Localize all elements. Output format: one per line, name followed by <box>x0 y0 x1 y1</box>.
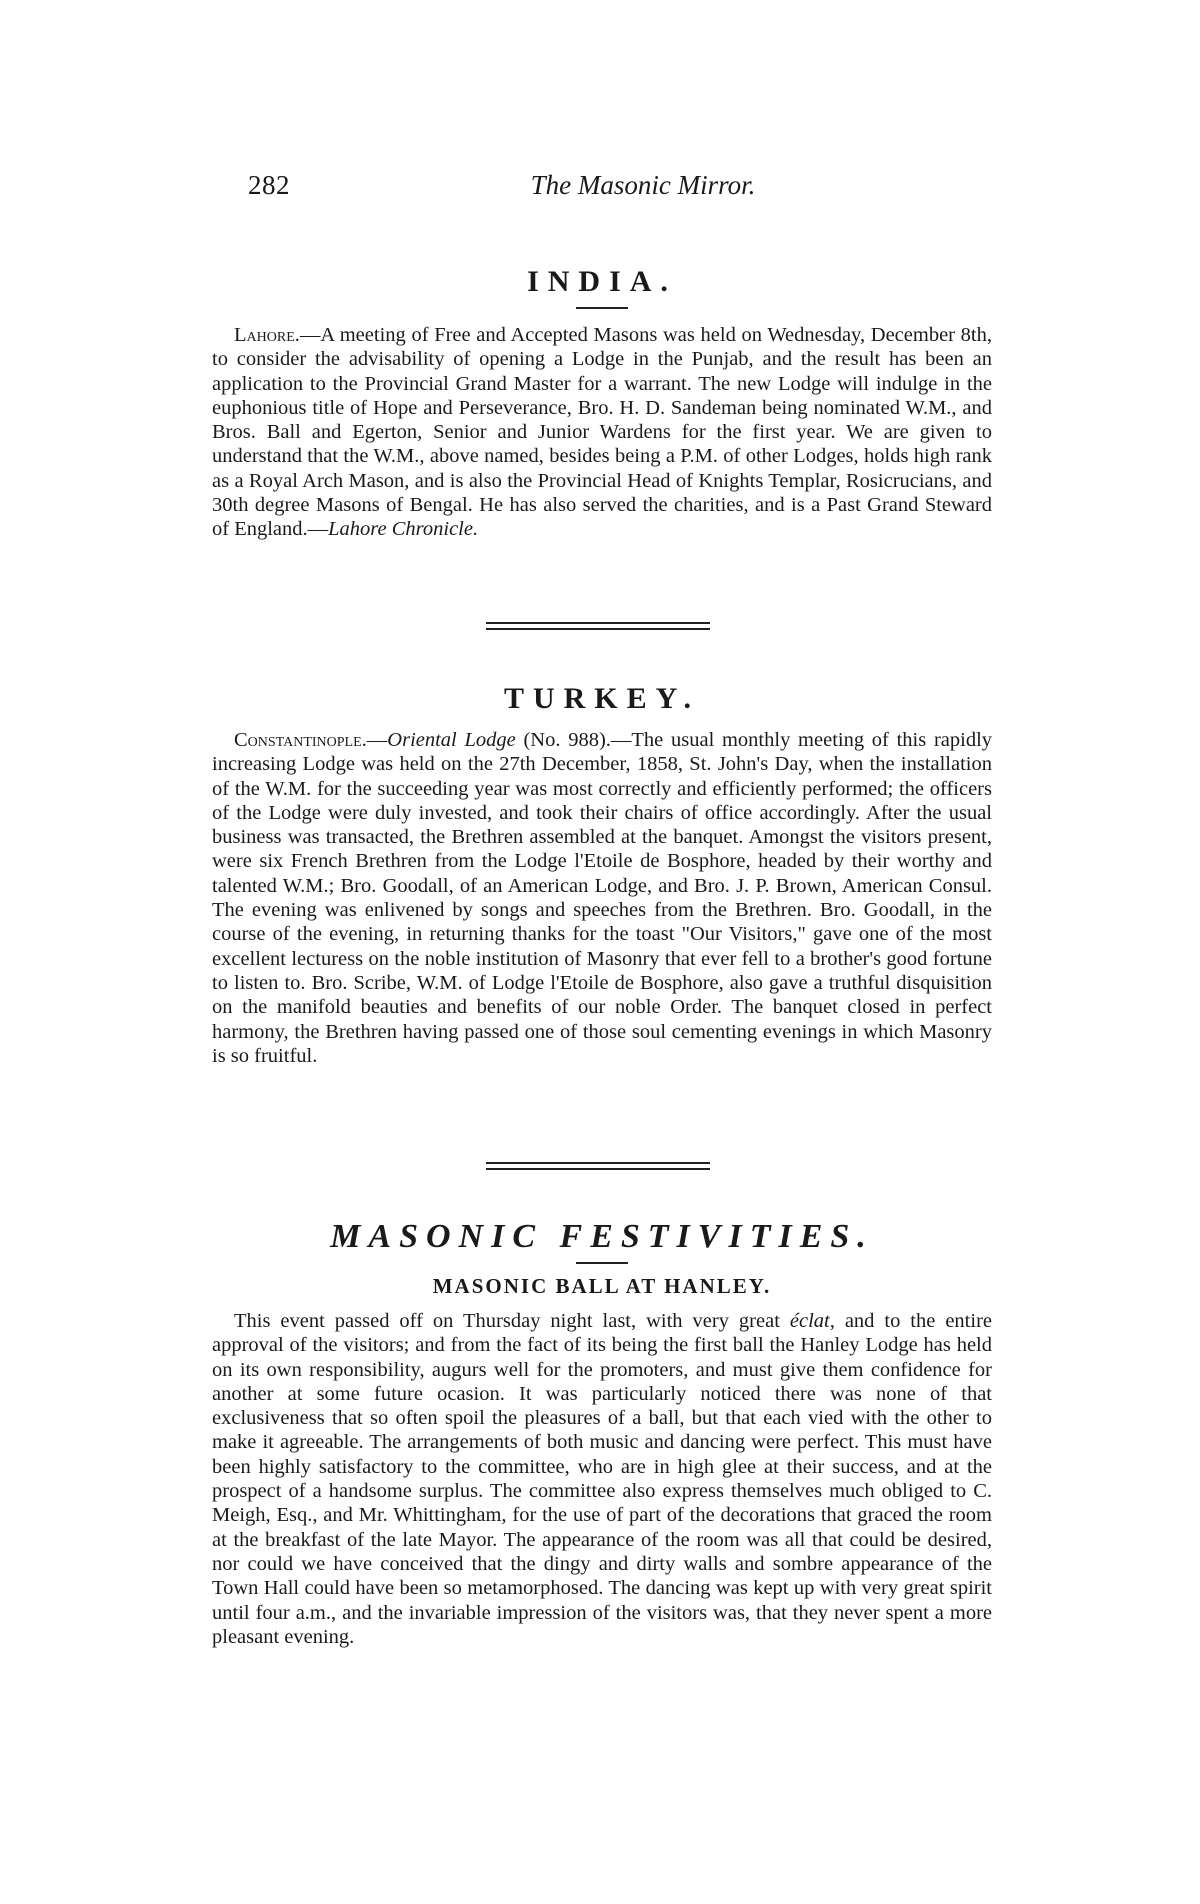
turkey-text: (No. 988).—The usual monthly meeting of this rapidly increasing Lodge was held on the 27th December, 1858, St. John's Day, when the installation of the W.M. for the succeeding year was most correctly and efficiently performed; the officers of the Lodge were duly invested, and took their chairs of office accordingly. After the usual business was transacted, the Brethren assembled at the banquet. Amongst the visitors present, were six French Brethren from the Lodge l'Etoile de Bosphore, headed by their worthy and talented W.M.; Bro. Goodall, of an American Lodge, and Bro. J. P. Brown, American Consul. The evening was enlivened by songs and speeches from the Brethren. Bro. Goodall, in the course of the evening, in returning thanks for the toast "Our Visitors," gave one of the most excellent lecturess on the noble institution of Masonry that ever fell to a brother's good fortune to listen to. Bro. Scribe, W.M. of Lodge l'Etoile de Bosphore, also gave a truthful disquisition on the manifold beauties and benefits of our noble Order. The banquet closed in perfect harmony, the Brethren having passed one of those soul cementing evenings in which Masonry is so fruitful. <box>212 729 993 1067</box>
section-turkey <box>212 682 992 1068</box>
turkey-lodge: Oriental Lodge <box>387 729 516 751</box>
turkey-lead: Constantinople. <box>234 729 367 751</box>
india-text: —A meeting of Free and Accepted Masons was held on Wednesday, December 8th, to consider the advisability of opening a Lodge in the Punjab, and the result has been an application to the Provincial Grand Master for a warrant. The new Lodge will indulge in the euphonious title of Hope and Perseverance, Bro. H. D. Sandeman being nominated W.M., and Bros. Ball and Egerton, Senior and Junior Wardens for the first year. We are given to understand that the W.M., above named, besides being a P.M. of other Lodges, holds high rank as a Royal Arch Mason, and is also the Provincial Head of Knights Templar, Rosicrucians, and 30th degree Masons of Bengal. He has also served the charities, and is a Past Grand Steward of England.— <box>212 324 992 541</box>
heading-rule <box>576 1262 628 1264</box>
india-paragraph <box>212 323 992 542</box>
section-divider <box>486 1162 710 1170</box>
festivities-subheading: MASONIC BALL AT HANLEY. <box>432 1274 772 1298</box>
festivities-text-1: This event passed off on Thursday night last, with very great <box>234 1310 790 1332</box>
section-india <box>212 265 992 542</box>
festivities-heading: MASONIC FESTIVITIES. <box>330 1218 874 1255</box>
journal-title: The Masonic Mirror. <box>530 170 756 200</box>
turkey-paragraph: Constantinople.—Oriental Lodge (No. 988).—The usual monthly meeting of this rapidly increasing Lodge was held on the 27th December, 1858, St. John's Day, when the installation of the W.M. for the succeeding year was most correctly and efficiently performed; the officers of the Lodge were duly invested, and took their chairs of office accordingly. After the usual business was transacted, the Brethren assembled at the banquet. Amongst the visitors present, were six French Brethren from the Lodge l'Etoile de Bosphore, headed by their worthy and talented W.M.; Bro. Goodall, of an American Lodge, and Bro. J. P. Brown, American Consul. The evening was enlivened by songs and speeches from the Brethren. Bro. Goodall, in the course of the evening, in returning thanks for the toast "Our Visitors," gave one of the most excellent lecturess on the noble institution of Masonry that ever fell to a brother's good fortune to listen to. Bro. Scribe, W.M. of Lodge l'Etoile de Bosphore, also gave a truthful disquisition on the manifold beauties and benefits of our noble Order. The banquet closed in perfect harmony, the Brethren having passed one of those soul cementing evenings in which Masonry is so fruitful. <box>212 729 993 1067</box>
turkey-heading: TURKEY. <box>503 682 701 715</box>
page-number: 282 <box>248 170 290 200</box>
festivities-paragraph <box>212 1309 992 1649</box>
heading-rule <box>576 307 628 309</box>
section-divider <box>486 622 710 630</box>
running-head <box>248 170 998 210</box>
india-lead: Lahore. <box>234 324 300 346</box>
india-source: Lahore Chronicle. <box>328 518 479 541</box>
festivities-eclat: éclat, <box>789 1310 835 1332</box>
section-festivities <box>212 1218 992 1649</box>
festivities-text-2: and to the entire approval of the visitors; and from the fact of its being the first ball the Hanley Lodge has held on its own responsibility, augurs well for the promoters, and must give them confidence for another at some future ocasion. It was particularly noticed there was none of that exclusiveness that so often spoil the pleasures of a ball, but that each vied with the other to make it agreeable. The arrangements of both music and dancing were perfect. This must have been highly satisfactory to the committee, who are in high glee at their success, and at the prospect of a handsome surplus. The committee also express themselves much obliged to C. Meigh, Esq., and Mr. Whittingham, for the use of part of the decorations that graced the room at the breakfast of the late Mayor. The appearance of the room was all that could be desired, nor could we have conceived that the dingy and dirty walls and sombre appearance of the Town Hall could have been so metamorphosed. The dancing was kept up with very great spirit until four a.m., and the invariable impression of the visitors was, that they never spent a more pleasant evening. <box>212 1310 992 1648</box>
india-heading: INDIA. <box>527 265 677 298</box>
